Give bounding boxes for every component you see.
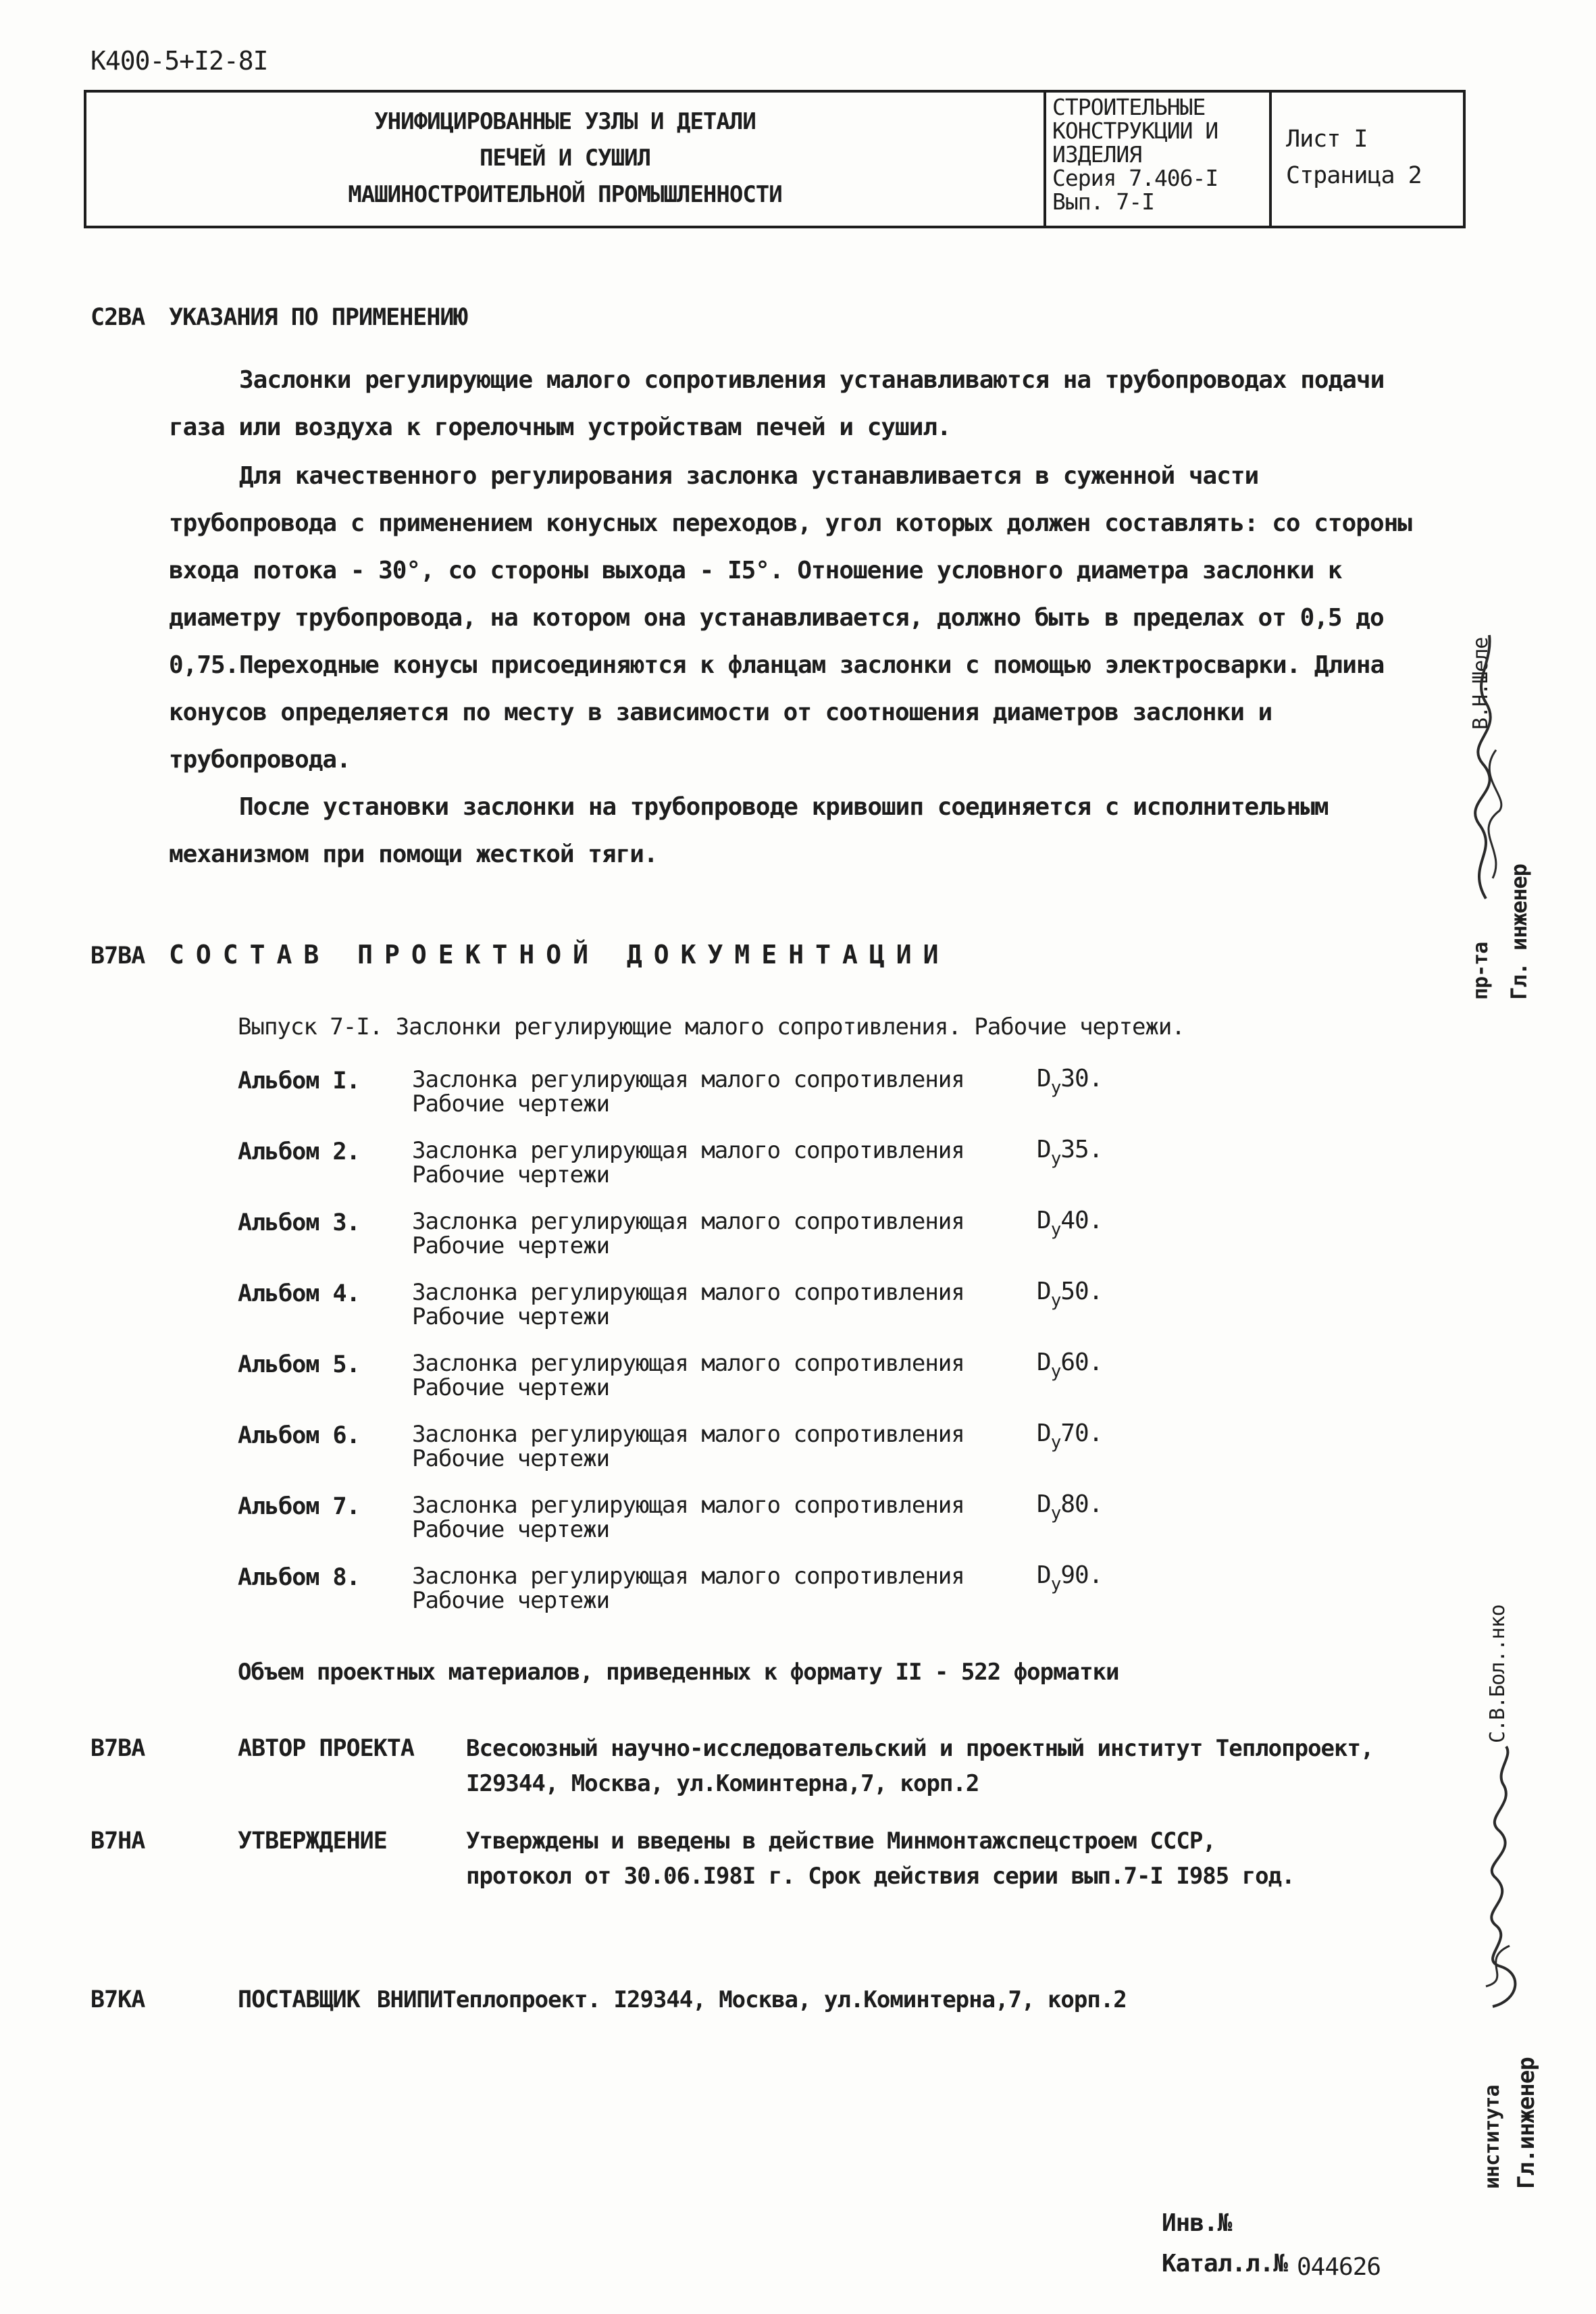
album-subtitle: Рабочие чертежи [412, 1374, 610, 1401]
album-nominal-diameter [1037, 1419, 1103, 1453]
album-number: Альбом 3. [238, 1209, 360, 1236]
title-line: ПЕЧЕЙ И СУШИЛ [479, 145, 651, 172]
diameter-symbol: D [1037, 1278, 1051, 1305]
album-nominal-diameter [1037, 1278, 1103, 1311]
title-block-sheet [1286, 121, 1422, 194]
diameter-subscript: у [1050, 1290, 1061, 1311]
album-subtitle: Рабочие чертежи [412, 1303, 610, 1330]
title-block-divider [1044, 93, 1046, 226]
author-code: В7ВА [91, 1735, 145, 1762]
title-block-title [86, 103, 1044, 213]
approval-label: УТВЕРЖДЕНИЕ [238, 1828, 387, 1855]
album-title: Заслонка регулирующая малого сопротивления [412, 1208, 964, 1235]
album-number: Альбом 6. [238, 1422, 360, 1449]
catalog-label: Катал.л.№ [1162, 2250, 1288, 2278]
diameter-subscript: у [1050, 1149, 1061, 1169]
album-nominal-diameter [1037, 1207, 1103, 1240]
series-line: СТРОИТЕЛЬНЫЕ [1052, 94, 1206, 120]
approval-code: В7НА [91, 1828, 145, 1855]
catalog-number: 044626 [1297, 2253, 1381, 2281]
supplier-label: ПОСТАВЩИК [238, 1986, 360, 2013]
sheet-number: Лист I [1286, 126, 1368, 153]
album-title: Заслонка регулирующая малого сопротивления [412, 1066, 964, 1093]
diameter-symbol: D [1037, 1207, 1051, 1234]
album-title: Заслонка регулирующая малого сопротивления [412, 1492, 964, 1519]
diameter-value: 35. [1060, 1136, 1103, 1163]
album-subtitle: Рабочие чертежи [412, 1232, 610, 1259]
diameter-value: 80. [1060, 1490, 1103, 1518]
author-label: АВТОР ПРОЕКТА [238, 1735, 414, 1762]
side-chief-engineer: Гл. инженер [1506, 864, 1532, 1000]
album-subtitle: Рабочие чертежи [412, 1445, 610, 1472]
section-title: СОСТАВ ПРОЕКТНОЙ ДОКУМЕНТАЦИИ [169, 940, 950, 970]
paragraph: Переходные конусы присоединяются к фланцам заслонки с помощью электросварки. Длина конусов определяется по месту в зависимости от соотношения диаметров заслонки и трубопровода. [169, 651, 1385, 774]
title-block-divider [1269, 93, 1272, 226]
signature-top [1452, 608, 1520, 905]
inventory-label: Инв.№ [1162, 2209, 1232, 2237]
paragraph: Заслонки регулирующие малого сопротивления устанавливаются на трубопроводах подачи газа или воздуха к горелочным устройствам печей и сушил. [169, 366, 1385, 441]
album-subtitle: Рабочие чертежи [412, 1516, 610, 1543]
album-title: Заслонка регулирующая малого сопротивления [412, 1421, 964, 1448]
section-code: В7ВА [91, 942, 145, 970]
album-title: Заслонка регулирующая малого сопротивления [412, 1137, 964, 1164]
album-nominal-diameter [1037, 1490, 1103, 1524]
album-subtitle: Рабочие чертежи [412, 1587, 610, 1614]
series-line: Вып. 7-I [1052, 188, 1154, 215]
paragraph: Для качественного регулирования заслонка устанавливается в суженной части трубопровода с применением конусных переходов, угол которых должен составлять: со стороны входа потока - 30°, со стороны выхода - I5°. Отношение условного диаметра заслонки к диаметру трубопровода, на котором она устанавливается, должно быть в пределах от 0,5 до 0,75. [169, 462, 1412, 679]
diameter-symbol: D [1037, 1419, 1051, 1447]
supplier-text: ВНИПИТеплопроект. I29344, Москва, ул.Коминтерна,7, корп.2 [377, 1986, 1127, 2013]
album-subtitle: Рабочие чертежи [412, 1161, 610, 1188]
issue-line: Выпуск 7-I. Заслонки регулирующие малого сопротивления. Рабочие чертежи. [238, 1013, 1185, 1040]
diameter-value: 50. [1060, 1278, 1103, 1305]
album-subtitle: Рабочие чертежи [412, 1090, 610, 1117]
side-chief-engineer-institute: Гл.инженер [1513, 2057, 1540, 2189]
diameter-symbol: D [1037, 1561, 1051, 1589]
album-nominal-diameter [1037, 1349, 1103, 1382]
album-title: Заслонка регулирующая малого сопротивления [412, 1563, 964, 1590]
paragraph: После установки заслонки на трубопроводе кривошип соединяется с исполнительным механизмом при помощи жесткой тяги. [169, 793, 1329, 868]
author-line: I29344, Москва, ул.Коминтерна,7, корп.2 [466, 1770, 979, 1797]
album-number: Альбом 2. [238, 1138, 360, 1165]
side-institute: института [1481, 2085, 1504, 2189]
album-nominal-diameter [1037, 1561, 1103, 1594]
author-line: Всесоюзный научно-исследовательский и проектный институт Теплопроект, [466, 1735, 1374, 1762]
album-number: Альбом I. [238, 1067, 360, 1095]
diameter-subscript: у [1050, 1503, 1061, 1524]
document-code: К400-5+I2-8I [91, 46, 268, 76]
volume-line: Объем проектных материалов, приведенных к формату II - 522 форматки [238, 1659, 1119, 1686]
title-line: МАШИНОСТРОИТЕЛЬНОЙ ПРОМЫШЛЕННОСТИ [348, 181, 782, 208]
album-number: Альбом 8. [238, 1564, 360, 1591]
diameter-symbol: D [1037, 1136, 1051, 1163]
page-number: Страница 2 [1286, 162, 1422, 189]
album-number: Альбом 7. [238, 1493, 360, 1520]
side-name: В.Н.Шеле [1469, 637, 1493, 730]
diameter-value: 90. [1060, 1561, 1103, 1589]
diameter-value: 60. [1060, 1349, 1103, 1376]
album-title: Заслонка регулирующая малого сопротивления [412, 1279, 964, 1306]
diameter-value: 30. [1060, 1065, 1103, 1092]
diameter-value: 40. [1060, 1207, 1103, 1234]
side-name: С.В.Бол..нко [1486, 1605, 1510, 1743]
diameter-symbol: D [1037, 1349, 1051, 1376]
diameter-subscript: у [1050, 1219, 1061, 1240]
album-number: Альбом 5. [238, 1351, 360, 1378]
title-block-series [1052, 95, 1218, 213]
series-line: Серия 7.406-I [1052, 165, 1218, 191]
album-title: Заслонка регулирующая малого сопротивления [412, 1350, 964, 1377]
diameter-subscript: у [1050, 1078, 1061, 1098]
approval-line: протокол от 30.06.I98I г. Срок действия серии вып.7-I I985 год. [466, 1863, 1295, 1890]
diameter-symbol: D [1037, 1490, 1051, 1518]
title-line: УНИФИЦИРОВАННЫЕ УЗЛЫ И ДЕТАЛИ [374, 108, 756, 135]
diameter-subscript: у [1050, 1574, 1061, 1594]
approval-line: Утверждены и введены в действие Минмонтажспецстроем СССР, [466, 1828, 1216, 1855]
side-project: пр-та [1469, 942, 1493, 1000]
section-title: УКАЗАНИЯ ПО ПРИМЕНЕНИЮ [169, 304, 467, 331]
section-code: С2ВА [91, 304, 145, 331]
diameter-subscript: у [1050, 1361, 1061, 1382]
series-line: КОНСТРУКЦИИ И [1052, 118, 1218, 144]
diameter-symbol: D [1037, 1065, 1051, 1092]
supplier-code: В7КА [91, 1986, 145, 2013]
signature-bottom [1466, 1743, 1540, 2013]
diameter-value: 70. [1060, 1419, 1103, 1447]
series-line: ИЗДЕЛИЯ [1052, 141, 1142, 168]
album-number: Альбом 4. [238, 1280, 360, 1307]
album-nominal-diameter [1037, 1136, 1103, 1169]
diameter-subscript: у [1050, 1432, 1061, 1453]
album-nominal-diameter [1037, 1065, 1103, 1098]
title-block [84, 90, 1466, 228]
